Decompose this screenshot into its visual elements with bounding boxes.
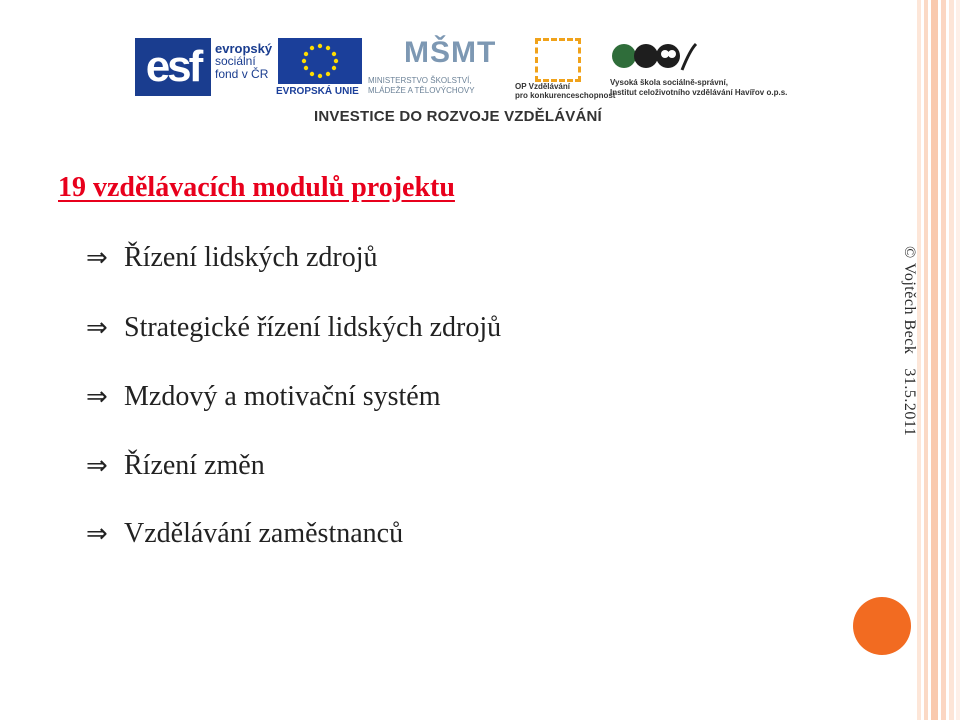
esf-logo-text: evropský sociální fond v ČR bbox=[215, 41, 273, 81]
banner-caption: INVESTICE DO ROZVOJE VZDĚLÁVÁNÍ bbox=[314, 108, 602, 125]
eu-flag-icon bbox=[278, 38, 362, 84]
list-item bbox=[86, 381, 441, 413]
list-item bbox=[86, 450, 265, 482]
list-item-label: Řízení změn bbox=[124, 450, 265, 481]
vs-logo-line: Institut celoživotního vzdělávání Havířov o.p.s. bbox=[610, 88, 788, 97]
list-item-label: Mzdový a motivační systém bbox=[124, 381, 441, 412]
implies-arrow-icon: ⇒ bbox=[86, 313, 108, 342]
decorative-circle bbox=[853, 597, 911, 655]
slide-date: 31.5.2011 bbox=[901, 368, 918, 437]
eu-logo-label: EVROPSKÁ UNIE bbox=[276, 86, 359, 97]
implies-arrow-icon: ⇒ bbox=[86, 519, 108, 548]
decorative-stripe bbox=[941, 0, 946, 720]
implies-arrow-icon: ⇒ bbox=[86, 451, 108, 480]
msmt-logo bbox=[368, 36, 513, 98]
list-item bbox=[86, 312, 501, 344]
op-logo-line: pro konkurenceschopnost bbox=[515, 91, 616, 100]
list-item-label: Vzdělávání zaměstnanců bbox=[124, 518, 404, 549]
author-credit: © Vojtěch Beck bbox=[901, 246, 918, 355]
list-item-label: Strategické řízení lidských zdrojů bbox=[124, 312, 502, 343]
list-item bbox=[86, 242, 378, 274]
op-logo bbox=[515, 36, 616, 100]
op-logo-mark-icon bbox=[535, 38, 581, 82]
msmt-logo-line: MINISTERSTVO ŠKOLSTVÍ, bbox=[368, 76, 472, 85]
implies-arrow-icon: ⇒ bbox=[86, 243, 108, 272]
op-logo-line: OP Vzdělávání bbox=[515, 82, 570, 91]
owl-logo-icon bbox=[610, 40, 698, 76]
esf-logo-mark: esf bbox=[135, 38, 211, 96]
decorative-stripe bbox=[949, 0, 954, 720]
eu-logo bbox=[276, 38, 366, 98]
sidebar-footer bbox=[888, 246, 918, 506]
vs-logo bbox=[610, 38, 790, 98]
vs-logo-line: Vysoká škola sociálně-správní, bbox=[610, 78, 728, 87]
decorative-stripe bbox=[931, 0, 938, 720]
decorative-stripe bbox=[924, 0, 928, 720]
implies-arrow-icon: ⇒ bbox=[86, 382, 108, 411]
decorative-stripe bbox=[956, 0, 960, 720]
msmt-logo-mark: MŠMT bbox=[404, 36, 497, 69]
slide-title: 19 vzdělávacích modulů projektu bbox=[58, 172, 455, 203]
list-item bbox=[86, 518, 403, 550]
esf-logo bbox=[135, 38, 273, 98]
list-item-label: Řízení lidských zdrojů bbox=[124, 242, 378, 273]
msmt-logo-line: MLÁDEŽE A TĚLOVÝCHOVY bbox=[368, 86, 475, 95]
